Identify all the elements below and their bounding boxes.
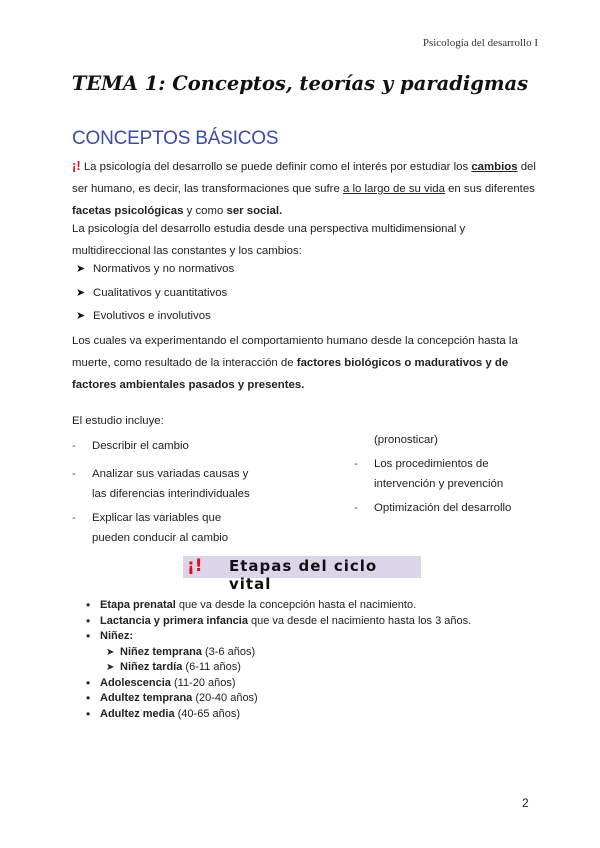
list-item-label: Explicar las variables que pueden conducir al cambio — [92, 512, 229, 544]
list-item-label: Normativos y no normativos — [93, 262, 235, 275]
running-header: Psicología del desarrollo I — [422, 37, 538, 49]
text-segment: Los cuales va experimentando el comportamiento humano desde la concepción hasta la muerte, como resultado de la interacción de — [72, 335, 518, 369]
dash-bullet: - — [72, 512, 76, 524]
stage-name: Niñez: — [100, 630, 133, 642]
stage-name: Lactancia y primera infancia — [100, 614, 248, 627]
bold-underlined-term: cambios — [471, 161, 518, 173]
section-heading: CONCEPTOS BÁSICOS — [72, 128, 279, 149]
list-item-label: Cualitativos y cuantitativos — [93, 286, 228, 299]
dash-bullet: - — [354, 502, 358, 514]
stage-name: Niñez temprana — [120, 645, 202, 658]
study-right-column — [354, 430, 544, 518]
text-segment: en sus diferentes — [444, 183, 535, 195]
stage-detail: (6-11 años) — [182, 661, 241, 673]
stage-detail: (40-65 años) — [174, 707, 241, 720]
stage-detail: (11-20 años) — [170, 676, 236, 689]
list-item-label: Optimización del desarrollo — [374, 502, 512, 514]
list-item — [86, 707, 471, 723]
stage-name: Niñez tardía — [120, 661, 183, 673]
stage-detail: que va desde el nacimiento hasta los 3 años. — [247, 614, 472, 627]
sub-list-item — [86, 660, 471, 676]
list-item — [72, 508, 282, 548]
stages-heading-band — [183, 556, 421, 593]
bold-term: facetas psicológicas — [72, 205, 184, 217]
stage-name: Adultez media — [100, 707, 175, 720]
list-item — [86, 691, 471, 707]
list-item-label: Los procedimientos de intervención y prevención — [374, 458, 504, 490]
list-item — [76, 286, 227, 299]
bullet-icon: • — [86, 629, 91, 643]
stage-detail: que va desde la concepción hasta el nacimiento. — [175, 599, 417, 611]
stage-name: Adolescencia — [100, 676, 171, 689]
list-item — [86, 676, 471, 692]
text-segment: La psicología del desarrollo se puede definir como el interés por estudiar los — [80, 161, 472, 173]
bold-phrase: factores biológicos o madurativos y de factores ambientales pasados y presentes. — [72, 357, 509, 391]
list-item — [72, 436, 282, 456]
page-number: 2 — [522, 796, 529, 810]
exclamation-mark: ¡! — [187, 556, 203, 576]
arrow-bullet-icon: ➤ — [76, 287, 86, 299]
arrow-bullet-icon: ➤ — [76, 310, 86, 322]
paragraph-definition — [72, 155, 542, 222]
study-left-column — [72, 436, 282, 548]
bullet-icon: • — [86, 598, 91, 612]
paragraph-factors — [72, 330, 542, 396]
stage-detail: (3-6 años) — [201, 645, 256, 658]
stage-name: Adultez temprana — [100, 692, 193, 704]
bullet-icon: • — [86, 691, 91, 705]
arrow-bullet-icon: ➤ — [76, 263, 86, 275]
list-item-label: Evolutivos e involutivos — [93, 309, 211, 322]
paragraph-perspective: La psicología del desarrollo estudia desde una perspectiva multidimensional y multidireccional las constantes y los cambios: — [72, 223, 466, 257]
list-item — [86, 614, 471, 630]
bullet-icon: • — [86, 675, 91, 690]
dash-bullet: - — [354, 458, 358, 470]
bold-term: ser social. — [226, 205, 283, 217]
list-item-label: Describir el cambio — [92, 440, 189, 452]
list-item — [86, 629, 471, 645]
bullet-icon: • — [86, 706, 91, 721]
sub-list-item — [86, 645, 471, 661]
list-item — [354, 454, 544, 494]
dash-bullet: - — [72, 468, 76, 480]
stages-heading: Etapas del ciclo vital — [229, 557, 378, 593]
dash-bullet: - — [72, 440, 76, 452]
page-title: TEMA 1: Conceptos, teorías y paradigmas — [71, 72, 529, 95]
list-item — [76, 262, 234, 275]
stage-detail: (20-40 años) — [192, 692, 258, 704]
arrow-bullet-icon: ➤ — [106, 662, 115, 673]
bullet-icon: • — [86, 613, 91, 628]
list-item — [86, 598, 471, 614]
exclamation-mark: ¡! — [72, 158, 81, 173]
underlined-phrase: a lo largo de su vida — [342, 183, 445, 195]
stage-name: Etapa prenatal — [100, 599, 176, 611]
text-segment: del ser humano, es decir, las transformaciones que sufre — [72, 161, 536, 195]
text-segment: y como — [183, 205, 227, 217]
list-item — [72, 464, 282, 504]
list-item — [354, 498, 544, 518]
list-item-continuation: (pronosticar) — [374, 434, 438, 446]
study-intro: El estudio incluye: — [72, 415, 164, 427]
arrow-bullet-icon: ➤ — [106, 646, 115, 658]
stages-list — [86, 598, 471, 722]
list-item-label: Analizar sus variadas causas y las diferencias interindividuales — [92, 468, 250, 500]
list-item — [76, 309, 211, 322]
